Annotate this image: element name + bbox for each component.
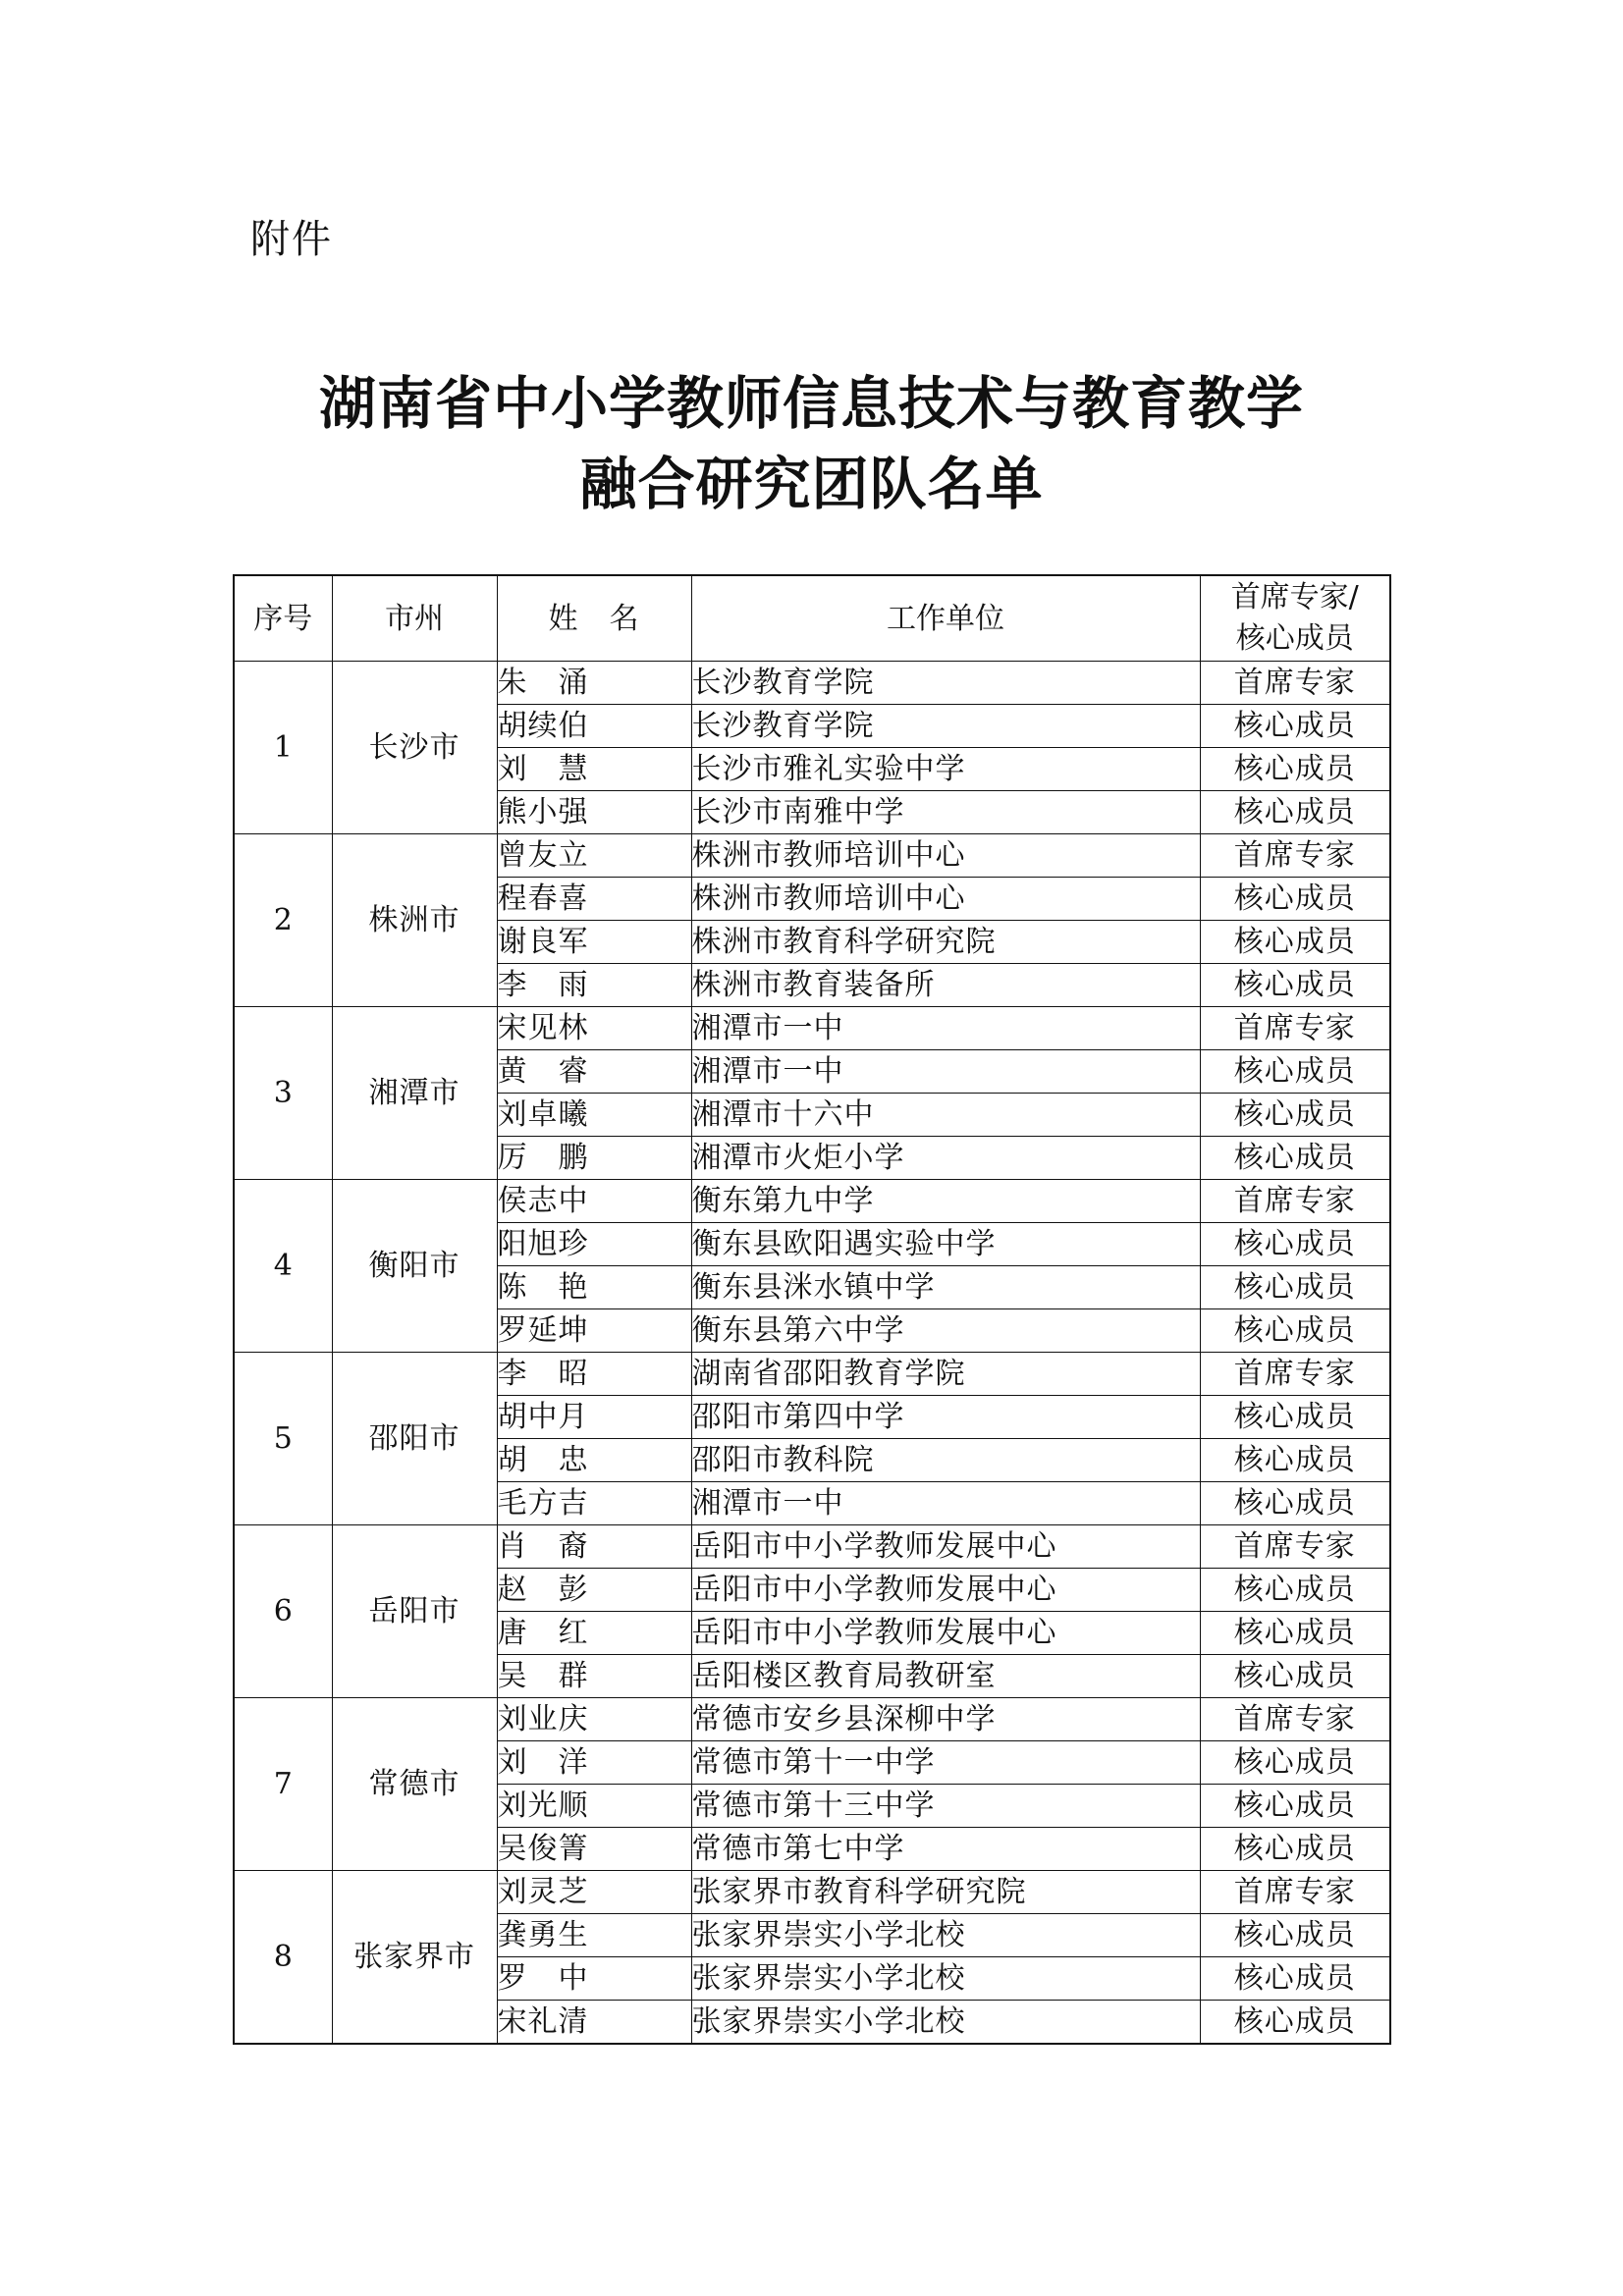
team-roster-table <box>233 574 1391 2045</box>
header-city: 市州 <box>332 575 497 662</box>
role-cell: 核心成员 <box>1200 1482 1390 1525</box>
work-unit-cell: 湘潭市火炬小学 <box>691 1137 1200 1180</box>
serial-number-cell: 7 <box>234 1698 332 1871</box>
role-cell: 核心成员 <box>1200 1569 1390 1612</box>
role-cell: 首席专家 <box>1200 1525 1390 1569</box>
document-title-line-2: 融合研究团队名单 <box>579 451 1044 517</box>
member-name-cell: 谢良军 <box>497 921 691 964</box>
role-cell: 核心成员 <box>1200 2001 1390 2045</box>
serial-number-cell: 2 <box>234 834 332 1007</box>
member-name-cell: 唐 红 <box>497 1612 691 1655</box>
member-name-cell: 阳旭珍 <box>497 1223 691 1266</box>
work-unit-cell: 湘潭市一中 <box>691 1050 1200 1094</box>
work-unit-cell: 邵阳市第四中学 <box>691 1396 1200 1439</box>
role-cell: 首席专家 <box>1200 1698 1390 1741</box>
role-cell: 核心成员 <box>1200 1785 1390 1828</box>
attachment-label: 附件 <box>250 217 333 262</box>
role-cell: 首席专家 <box>1200 662 1390 705</box>
member-name-cell: 罗延坤 <box>497 1309 691 1353</box>
city-cell: 岳阳市 <box>332 1525 497 1698</box>
city-cell: 邵阳市 <box>332 1353 497 1525</box>
table-row <box>234 1353 1390 1396</box>
member-name-cell: 陈 艳 <box>497 1266 691 1309</box>
role-cell: 核心成员 <box>1200 1050 1390 1094</box>
header-work-unit: 工作单位 <box>691 575 1200 662</box>
table-row <box>234 1525 1390 1569</box>
work-unit-cell: 衡东县洣水镇中学 <box>691 1266 1200 1309</box>
role-cell: 核心成员 <box>1200 1137 1390 1180</box>
city-cell: 湘潭市 <box>332 1007 497 1180</box>
serial-number-cell: 3 <box>234 1007 332 1180</box>
member-name-cell: 黄 睿 <box>497 1050 691 1094</box>
role-cell: 核心成员 <box>1200 1396 1390 1439</box>
role-cell: 核心成员 <box>1200 1094 1390 1137</box>
work-unit-cell: 张家界崇实小学北校 <box>691 1914 1200 1957</box>
role-cell: 核心成员 <box>1200 878 1390 921</box>
header-name: 姓 名 <box>497 575 691 662</box>
role-cell: 核心成员 <box>1200 791 1390 834</box>
role-cell: 核心成员 <box>1200 921 1390 964</box>
work-unit-cell: 株洲市教育科学研究院 <box>691 921 1200 964</box>
work-unit-cell: 常德市第七中学 <box>691 1828 1200 1871</box>
role-cell: 核心成员 <box>1200 1223 1390 1266</box>
table-row <box>234 1698 1390 1741</box>
member-name-cell: 罗 中 <box>497 1957 691 2001</box>
work-unit-cell: 衡东县第六中学 <box>691 1309 1200 1353</box>
member-name-cell: 吴 群 <box>497 1655 691 1698</box>
work-unit-cell: 岳阳市中小学教师发展中心 <box>691 1569 1200 1612</box>
city-cell: 张家界市 <box>332 1871 497 2045</box>
role-cell: 核心成员 <box>1200 964 1390 1007</box>
role-cell: 首席专家 <box>1200 1871 1390 1914</box>
serial-number-cell: 1 <box>234 662 332 834</box>
work-unit-cell: 长沙教育学院 <box>691 662 1200 705</box>
member-name-cell: 刘 洋 <box>497 1741 691 1785</box>
work-unit-cell: 邵阳市教科院 <box>691 1439 1200 1482</box>
member-name-cell: 胡续伯 <box>497 705 691 748</box>
member-name-cell: 赵 彭 <box>497 1569 691 1612</box>
header-serial-number: 序号 <box>234 575 332 662</box>
role-cell: 核心成员 <box>1200 748 1390 791</box>
city-cell: 常德市 <box>332 1698 497 1871</box>
member-name-cell: 熊小强 <box>497 791 691 834</box>
table-header-row <box>234 575 1390 662</box>
member-name-cell: 侯志中 <box>497 1180 691 1223</box>
work-unit-cell: 岳阳市中小学教师发展中心 <box>691 1525 1200 1569</box>
member-name-cell: 肖 裔 <box>497 1525 691 1569</box>
role-cell: 首席专家 <box>1200 1180 1390 1223</box>
header-role-line-2: 核心成员 <box>1235 621 1354 656</box>
document-title-line-1: 湖南省中小学教师信息技术与教育教学 <box>318 370 1304 437</box>
role-cell: 核心成员 <box>1200 1914 1390 1957</box>
role-cell: 核心成员 <box>1200 1439 1390 1482</box>
work-unit-cell: 岳阳市中小学教师发展中心 <box>691 1612 1200 1655</box>
work-unit-cell: 张家界崇实小学北校 <box>691 1957 1200 2001</box>
work-unit-cell: 株洲市教育装备所 <box>691 964 1200 1007</box>
member-name-cell: 刘 慧 <box>497 748 691 791</box>
member-name-cell: 毛方吉 <box>497 1482 691 1525</box>
work-unit-cell: 湖南省邵阳教育学院 <box>691 1353 1200 1396</box>
city-cell: 株洲市 <box>332 834 497 1007</box>
city-cell: 长沙市 <box>332 662 497 834</box>
serial-number-cell: 4 <box>234 1180 332 1353</box>
member-name-cell: 程春喜 <box>497 878 691 921</box>
work-unit-cell: 湘潭市十六中 <box>691 1094 1200 1137</box>
work-unit-cell: 常德市第十一中学 <box>691 1741 1200 1785</box>
role-cell: 核心成员 <box>1200 705 1390 748</box>
member-name-cell: 胡中月 <box>497 1396 691 1439</box>
table-row <box>234 1007 1390 1050</box>
table-row <box>234 834 1390 878</box>
role-cell: 首席专家 <box>1200 834 1390 878</box>
member-name-cell: 宋礼清 <box>497 2001 691 2045</box>
work-unit-cell: 岳阳楼区教育局教研室 <box>691 1655 1200 1698</box>
work-unit-cell: 长沙市南雅中学 <box>691 791 1200 834</box>
member-name-cell: 刘灵芝 <box>497 1871 691 1914</box>
work-unit-cell: 株洲市教师培训中心 <box>691 834 1200 878</box>
serial-number-cell: 8 <box>234 1871 332 2045</box>
member-name-cell: 刘光顺 <box>497 1785 691 1828</box>
member-name-cell: 曾友立 <box>497 834 691 878</box>
member-name-cell: 厉 鹏 <box>497 1137 691 1180</box>
role-cell: 核心成员 <box>1200 1309 1390 1353</box>
work-unit-cell: 长沙市雅礼实验中学 <box>691 748 1200 791</box>
serial-number-cell: 5 <box>234 1353 332 1525</box>
work-unit-cell: 衡东县欧阳遇实验中学 <box>691 1223 1200 1266</box>
role-cell: 核心成员 <box>1200 1612 1390 1655</box>
work-unit-cell: 常德市第十三中学 <box>691 1785 1200 1828</box>
member-name-cell: 龚勇生 <box>497 1914 691 1957</box>
member-name-cell: 刘卓曦 <box>497 1094 691 1137</box>
serial-number-cell: 6 <box>234 1525 332 1698</box>
work-unit-cell: 衡东第九中学 <box>691 1180 1200 1223</box>
member-name-cell: 刘业庆 <box>497 1698 691 1741</box>
member-name-cell: 李 雨 <box>497 964 691 1007</box>
table-row <box>234 662 1390 705</box>
role-cell: 首席专家 <box>1200 1353 1390 1396</box>
role-cell: 首席专家 <box>1200 1007 1390 1050</box>
member-name-cell: 胡 忠 <box>497 1439 691 1482</box>
work-unit-cell: 长沙教育学院 <box>691 705 1200 748</box>
role-cell: 核心成员 <box>1200 1828 1390 1871</box>
role-cell: 核心成员 <box>1200 1266 1390 1309</box>
member-name-cell: 吴俊箐 <box>497 1828 691 1871</box>
work-unit-cell: 张家界崇实小学北校 <box>691 2001 1200 2045</box>
city-cell: 衡阳市 <box>332 1180 497 1353</box>
work-unit-cell: 湘潭市一中 <box>691 1007 1200 1050</box>
header-role-line-1: 首席专家/ <box>1230 580 1359 614</box>
work-unit-cell: 株洲市教师培训中心 <box>691 878 1200 921</box>
work-unit-cell: 张家界市教育科学研究院 <box>691 1871 1200 1914</box>
member-name-cell: 李 昭 <box>497 1353 691 1396</box>
table-row <box>234 1871 1390 1914</box>
role-cell: 核心成员 <box>1200 1957 1390 2001</box>
header-role <box>1200 575 1390 662</box>
role-cell: 核心成员 <box>1200 1655 1390 1698</box>
member-name-cell: 宋见林 <box>497 1007 691 1050</box>
member-name-cell: 朱 涌 <box>497 662 691 705</box>
table-row <box>234 1180 1390 1223</box>
work-unit-cell: 常德市安乡县深柳中学 <box>691 1698 1200 1741</box>
role-cell: 核心成员 <box>1200 1741 1390 1785</box>
work-unit-cell: 湘潭市一中 <box>691 1482 1200 1525</box>
